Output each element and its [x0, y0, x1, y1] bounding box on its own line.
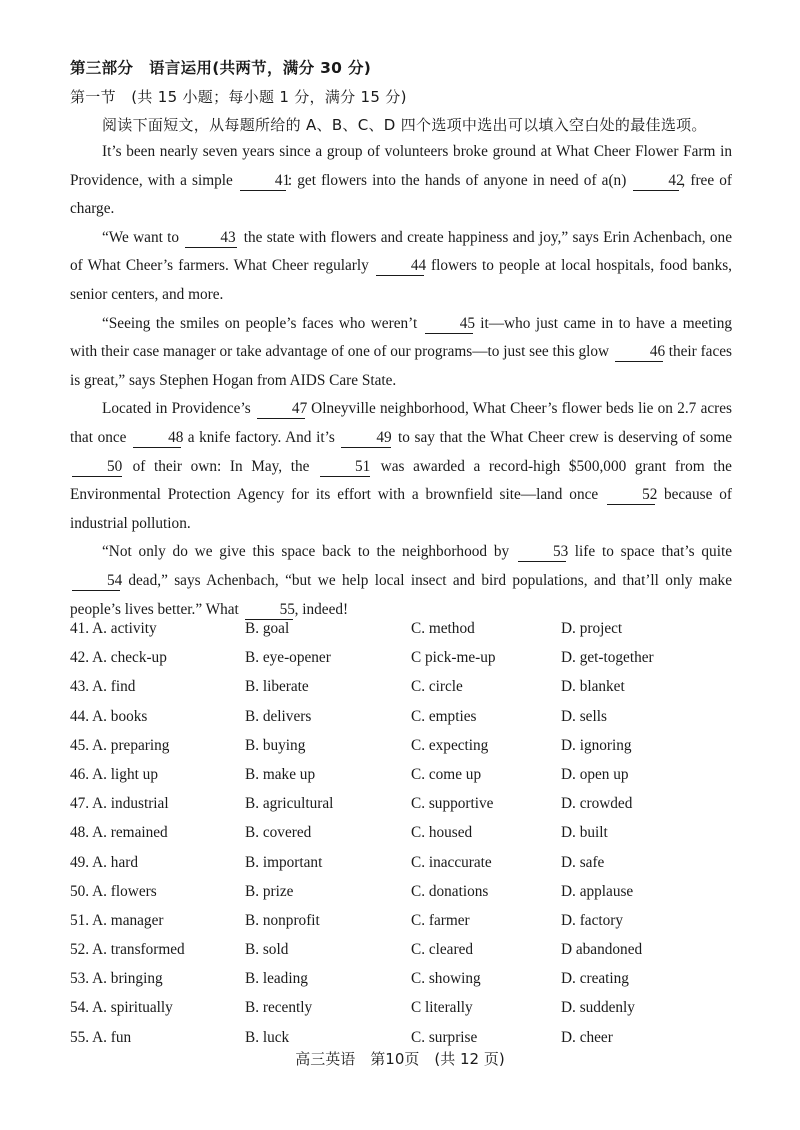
passage-text: to say that the What Cheer crew is deserving of some: [393, 428, 733, 446]
option-c: C. cleared: [411, 941, 474, 959]
blank-54: 54: [72, 571, 120, 591]
cloze-passage: [70, 138, 732, 624]
option-b: B. make up: [245, 765, 316, 783]
passage-text: their faces is great,” says Stephen Hogan from AIDS Care State.: [70, 343, 732, 389]
option-a: 46. A. light up: [70, 765, 158, 783]
question-row: [70, 795, 750, 824]
option-a: 41. A. activity: [70, 620, 157, 637]
option-a: 52. A. transformed: [70, 941, 185, 959]
question-row: [70, 970, 750, 999]
option-b: B. prize: [245, 882, 294, 900]
passage-text: : get flowers into the hands of anyone in need of a(n): [287, 171, 632, 189]
option-c: C literally: [411, 999, 473, 1017]
question-row: [70, 766, 750, 795]
option-d: D. blanket: [561, 678, 625, 696]
option-a: 53. A. bringing: [70, 970, 163, 988]
option-c: C. circle: [411, 678, 463, 696]
question-row: [70, 824, 750, 853]
blank-43: 43: [185, 228, 237, 248]
blank-55: 55: [245, 600, 293, 620]
paragraph-5: [70, 538, 732, 624]
question-row: [70, 737, 750, 766]
passage-text: “Seeing the smiles on people’s faces who weren’t: [102, 314, 423, 332]
answer-options: [70, 620, 750, 1058]
question-row: [70, 620, 750, 649]
option-c: C. method: [411, 620, 475, 637]
option-d: D. applause: [561, 882, 634, 900]
passage-text: Located in Providence’s: [102, 400, 255, 418]
option-c: C. donations: [411, 882, 489, 900]
question-row: [70, 912, 750, 941]
blank-52: 52: [607, 485, 655, 505]
option-c: C. come up: [411, 765, 482, 783]
option-a: 51. A. manager: [70, 911, 164, 929]
blank-49: 49: [341, 428, 391, 448]
option-a: 42. A. check-up: [70, 649, 167, 667]
blank-42: 42: [633, 171, 679, 191]
passage-text: , free of charge.: [70, 171, 732, 218]
passage-text: life to space that’s quite: [567, 543, 732, 561]
option-d: D. open up: [561, 765, 629, 783]
option-a: 49. A. hard: [70, 853, 138, 871]
passage-text: was awarded a record-high $500,000 grant from the Environmental Protection Agency for its effort with a brownfield site—land once: [70, 457, 732, 504]
option-b: B. goal: [245, 620, 290, 637]
paragraph-1: [70, 138, 732, 224]
passage-text: a knife factory. And it’s: [183, 428, 340, 446]
option-b: B. luck: [245, 1028, 290, 1046]
option-a: 55. A. fun: [70, 1028, 132, 1046]
option-b: B. delivers: [245, 707, 312, 725]
option-c: C pick-me-up: [411, 649, 496, 667]
blank-48: 48: [133, 428, 181, 448]
option-a: 44. A. books: [70, 707, 148, 725]
option-c: C. farmer: [411, 911, 470, 929]
blank-53: 53: [518, 542, 566, 562]
instructions: 阅读下面短文，从每题所给的 A、B、C、D 四个选项中选出可以填入空白处的最佳选项。: [102, 116, 707, 134]
option-c: C. inaccurate: [411, 853, 492, 871]
option-b: B. leading: [245, 970, 308, 988]
option-a: 48. A. remained: [70, 824, 168, 842]
passage-text: it—who just came in to have a meeting with their case manager or take advantage of one of our programs—to just see this glow: [70, 314, 732, 361]
option-d: D. safe: [561, 853, 605, 871]
option-b: B. agricultural: [245, 795, 334, 813]
option-c: C. expecting: [411, 736, 489, 754]
question-row: [70, 649, 750, 678]
option-c: C. supportive: [411, 795, 494, 813]
question-row: [70, 708, 750, 737]
passage-text: because of industrial pollution.: [70, 486, 732, 532]
option-d: D. project: [561, 620, 623, 637]
question-row: [70, 678, 750, 707]
passage-text: dead,” says Achenbach, “but we help local insect and bird populations, and that’ll only make people’s lives better.” What: [70, 571, 732, 618]
paragraph-4: [70, 395, 732, 538]
option-a: 45. A. preparing: [70, 736, 170, 754]
option-d: D. suddenly: [561, 999, 635, 1017]
option-b: B. nonprofit: [245, 911, 320, 929]
option-d: D. ignoring: [561, 736, 632, 754]
option-a: 43. A. find: [70, 678, 136, 696]
blank-46: 46: [615, 342, 663, 362]
paragraph-2: [70, 224, 732, 310]
subsection-heading: 第一节 (共 15 小题；每小题 1 分，满分 15 分): [70, 88, 407, 106]
option-b: B. buying: [245, 736, 306, 754]
option-d: D. get-together: [561, 649, 654, 667]
option-c: C. surprise: [411, 1028, 478, 1046]
passage-text: of their own: In May, the: [124, 457, 319, 475]
option-c: C. showing: [411, 970, 481, 988]
section-heading: 第三部分 语言运用(共两节，满分 30 分): [70, 59, 372, 77]
option-b: B. eye-opener: [245, 649, 331, 667]
option-b: B. liberate: [245, 678, 309, 696]
option-b: B. important: [245, 853, 323, 871]
option-d: D. factory: [561, 911, 624, 929]
passage-text: the state with flowers and create happiness and joy,” says Erin Achenbach, one of What Cheer’s farmers. What Cheer regularly: [70, 228, 732, 275]
option-d: D. crowded: [561, 795, 633, 813]
question-row: [70, 854, 750, 883]
passage-text: It’s been nearly seven years since a group of volunteers broke ground at What Cheer Flower Farm in Providence, with a simple: [70, 143, 732, 189]
blank-41: 41: [240, 171, 286, 191]
option-d: D. creating: [561, 970, 629, 988]
option-c: C. empties: [411, 707, 477, 725]
blank-51: 51: [320, 457, 370, 477]
option-c: C. housed: [411, 824, 473, 842]
page-footer: 高三英语 第10页 (共 12 页): [295, 1050, 505, 1068]
passage-text: Olneyville neighborhood, What Cheer’s flower beds lie on 2.7 acres that once: [70, 400, 732, 446]
blank-45: 45: [425, 314, 473, 334]
option-a: 47. A. industrial: [70, 795, 169, 813]
option-d: D. built: [561, 824, 608, 842]
passage-text: “We want to: [102, 228, 184, 246]
option-d: D. sells: [561, 707, 607, 725]
question-row: [70, 883, 750, 912]
option-b: B. sold: [245, 941, 289, 959]
blank-50: 50: [72, 457, 122, 477]
blank-44: 44: [376, 256, 424, 276]
option-b: B. covered: [245, 824, 312, 842]
passage-text: , indeed!: [294, 600, 349, 618]
paragraph-3: [70, 310, 732, 396]
option-b: B. recently: [245, 999, 313, 1017]
blank-47: 47: [257, 399, 305, 419]
option-d: D abandoned: [561, 941, 643, 959]
passage-text: “Not only do we give this space back to the neighborhood by: [102, 543, 516, 561]
question-row: [70, 999, 750, 1028]
question-row: [70, 941, 750, 970]
option-d: D. cheer: [561, 1028, 613, 1046]
option-a: 50. A. flowers: [70, 882, 157, 900]
option-a: 54. A. spiritually: [70, 999, 173, 1017]
passage-text: flowers to people at local hospitals, food banks, senior centers, and more.: [70, 257, 732, 303]
